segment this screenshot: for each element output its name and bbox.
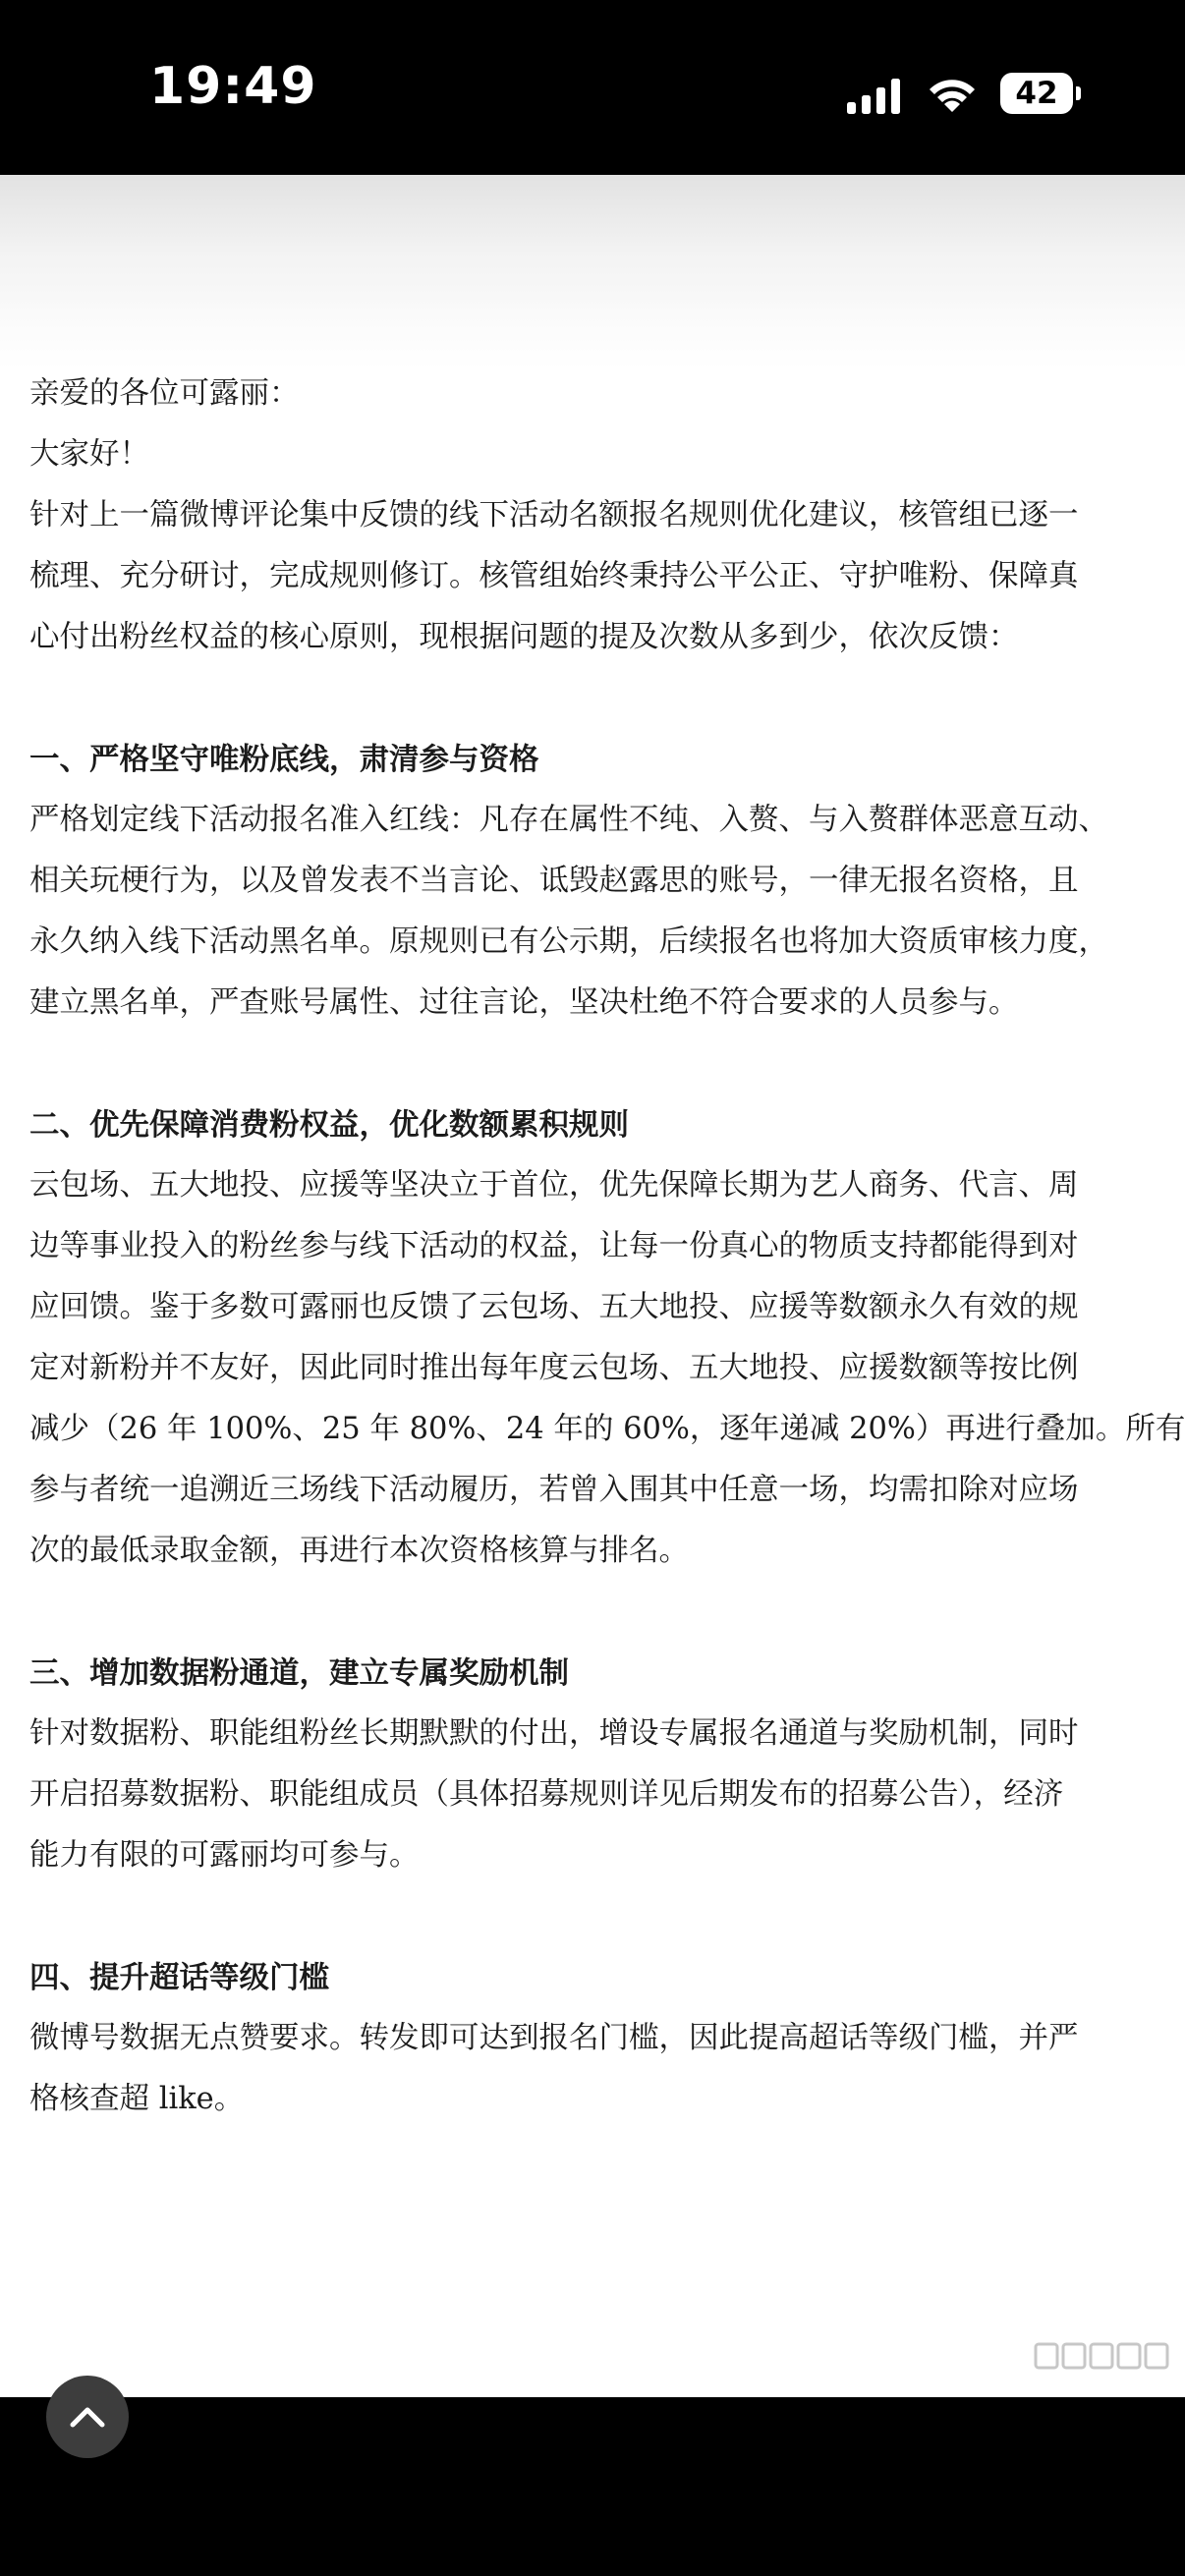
blank-line	[29, 1582, 1159, 1643]
section-heading: 三、增加数据粉通道，建立专属奖励机制	[29, 1655, 569, 1691]
blank-line	[29, 1886, 1159, 1947]
paragraph-line: 心付出粉丝权益的核心原则，现根据问题的提及次数从多到少，依次反馈：	[29, 620, 1019, 654]
paragraph-line: 格核查超 like。	[29, 2082, 245, 2116]
scroll-to-top-button[interactable]	[46, 2376, 129, 2458]
section-heading: 四、提升超话等级门槛	[29, 1960, 329, 1995]
paragraph-line: 亲爱的各位可露丽：	[29, 376, 300, 411]
wifi-icon	[924, 71, 981, 116]
paragraph-line: 针对数据粉、职能组粉丝长期默默的付出，增设专属报名通道与奖励机制，同时	[29, 1716, 1079, 1751]
section-heading: 一、严格坚守唯粉底线，肃清参与资格	[29, 742, 539, 777]
notice-image	[0, 175, 1185, 2397]
bottom-bar	[0, 2397, 1185, 2576]
battery-tip	[1076, 86, 1081, 100]
paragraph-line: 针对上一篇微博评论集中反馈的线下活动名额报名规则优化建议，核管组已逐一	[29, 498, 1079, 532]
battery-level: 42	[1000, 73, 1073, 114]
paragraph-line: 参与者统一追溯近三场线下活动履历，若曾入围其中任意一场，均需扣除对应场	[29, 1473, 1079, 1507]
status-time: 19:49	[149, 57, 317, 116]
paragraph-line: 梳理、充分研讨，完成规则修订。核管组始终秉持公平公正、守护唯粉、保障真	[29, 559, 1079, 593]
paragraph-line: 相关玩梗行为，以及曾发表不当言论、诋毁赵露思的账号，一律无报名资格，且	[29, 864, 1079, 898]
cellular-signal-icon	[847, 77, 902, 116]
paragraph-line: 严格划定线下活动报名准入红线：凡存在属性不纯、入赘、与入赘群体恶意互动、	[29, 803, 1108, 837]
blank-line	[29, 1034, 1159, 1094]
paragraph-line: 边等事业投入的粉丝参与线下活动的权益，让每一份真心的物质支持都能得到对	[29, 1229, 1079, 1263]
status-bar	[0, 0, 1185, 175]
paragraph-line: 应回馈。鉴于多数可露丽也反馈了云包场、五大地投、应援等数额永久有效的规	[29, 1290, 1079, 1324]
battery-icon	[1000, 73, 1081, 114]
paragraph-line: 能力有限的可露丽均可参与。	[29, 1838, 420, 1873]
paragraph-line: 微博号数据无点赞要求。转发即可达到报名门槛，因此提高超话等级门槛，并严	[29, 2021, 1079, 2055]
paragraph-line: 减少（26 年 100%、25 年 80%、24 年的 60%，逐年递减 20%）再进行叠加。所有	[29, 1412, 1185, 1446]
watermark-icon	[1030, 2336, 1177, 2376]
section-heading: 二、优先保障消费粉权益，优化数额累积规则	[29, 1107, 629, 1143]
paragraph-line: 大家好！	[29, 437, 149, 472]
paragraph-line: 永久纳入线下活动黑名单。原规则已有公示期，后续报名也将加大资质审核力度，	[29, 924, 1108, 959]
paragraph-line: 云包场、五大地投、应援等坚决立于首位，优先保障长期为艺人商务、代言、周	[29, 1168, 1079, 1203]
notice-body	[29, 364, 1185, 2130]
paragraph-line: 定对新粉并不友好，因此同时推出每年度云包场、五大地投、应援数额等按比例	[29, 1351, 1079, 1385]
paragraph-line: 开启招募数据粉、职能组成员（具体招募规则详见后期发布的招募公告），经济	[29, 1777, 1064, 1812]
chevron-up-icon	[68, 2399, 107, 2433]
paragraph-line: 建立黑名单，严查账号属性、过往言论，坚决杜绝不符合要求的人员参与。	[29, 985, 1019, 1020]
paragraph-line: 次的最低录取金额，再进行本次资格核算与排名。	[29, 1534, 689, 1568]
blank-line	[29, 668, 1159, 729]
